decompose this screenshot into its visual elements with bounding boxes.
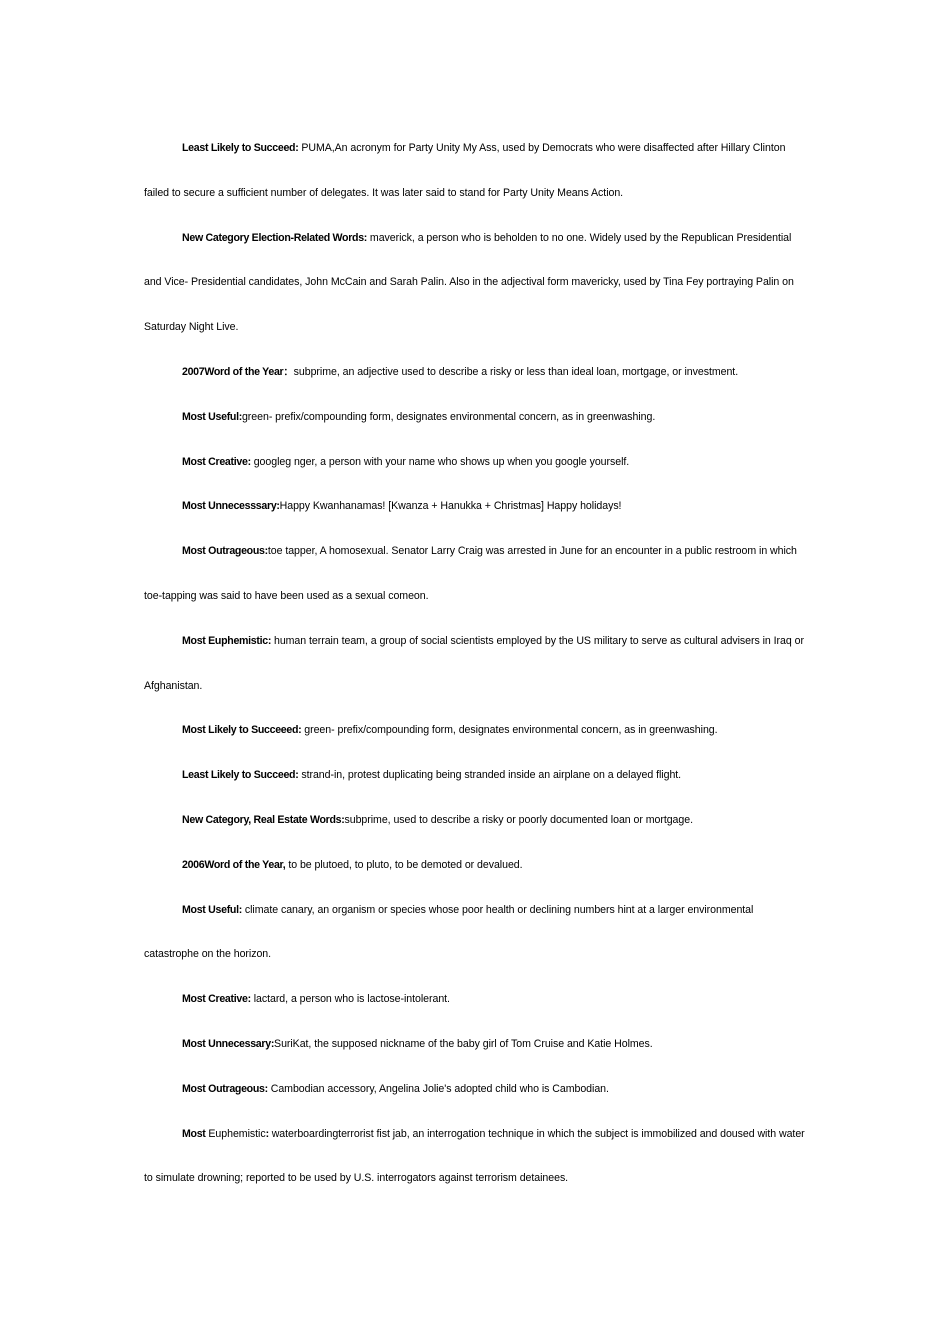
entry-paragraph	[144, 484, 810, 529]
entry-label: 2006Word of the Year,	[182, 858, 286, 871]
entry-label: Most Useful:	[182, 903, 242, 916]
entry-paragraph	[144, 350, 810, 395]
entry-paragraph	[144, 216, 810, 350]
entry-label: Most Creative:	[182, 455, 251, 468]
entry-text: human terrain team, a group of social scientists employed by the US military to serve as cultural advisers in Iraq or Afghanistan.	[144, 634, 804, 692]
entry-text: maverick, a person who is beholden to no one. Widely used by the Republican Presidential and Vice- Presidential candidates, John McCain and Sarah Palin. Also in the adjectival form mavericky, used by Tina Fey portraying Palin on Saturday Night Live.	[144, 231, 794, 334]
entry-text: to be plutoed, to pluto, to be demoted or devalued.	[285, 858, 523, 871]
entry-paragraph	[144, 1067, 810, 1112]
entry-text: climate canary, an organism or species whose poor health or declining numbers hint at a larger environmental catastrophe on the horizon.	[144, 903, 754, 961]
entry-paragraph	[144, 440, 810, 485]
entry-text: Cambodian accessory, Angelina Jolie's adopted child who is Cambodian.	[267, 1082, 609, 1095]
entry-text: lactard, a person who is lactose-intolerant.	[250, 993, 450, 1006]
entry-label-bold: Most	[182, 1127, 206, 1140]
entry-label: Most Likely to Succeeed:	[182, 724, 302, 737]
entry-paragraph	[144, 1022, 810, 1067]
entry-paragraph	[144, 395, 810, 440]
entry-text: googleg nger, a person with your name who shows up when you google yourself.	[250, 455, 630, 468]
entry-label-regular: Euphemistic	[205, 1127, 266, 1140]
entry-paragraph	[144, 619, 810, 709]
entry-text: strand-in, protest duplicating being stranded inside an airplane on a delayed flight.	[298, 769, 682, 782]
entry-label: New Category Election-Related Words:	[182, 231, 368, 244]
entry-paragraph	[144, 798, 810, 843]
entry-paragraph	[144, 529, 810, 619]
entry-label: Most Euphemistic:	[182, 634, 272, 647]
entry-text: subprime, an adjective used to describe a risky or less than ideal loan, mortgage, or investment.	[293, 365, 739, 378]
document-body	[144, 126, 810, 1201]
entry-paragraph	[144, 126, 810, 216]
entry-text: toe tapper, A homosexual. Senator Larry Craig was arrested in June for an encounter in a public restroom in which toe-tapping was said to have been used as a sexual comeon.	[144, 545, 797, 602]
entry-text: PUMA,An acronym for Party Unity My Ass, used by Democrats who were disaffected after Hillary Clinton failed to secure a sufficient number of delegates. It was later said to stand for Party Unity Means Action.	[144, 142, 786, 199]
entry-label: Most Unnecesssary:	[182, 500, 280, 513]
entry-paragraph	[144, 753, 810, 798]
entry-text: waterboardingterrorist fist jab, an interrogation technique in which the subject is immobilized and doused with water to simulate drowning; reported to be used by U.S. interrogators against terrorism detainees.	[144, 1127, 805, 1185]
entry-label-colon: :	[265, 1127, 269, 1140]
entry-label: 2007Word of the Year：	[182, 365, 294, 378]
entry-label: Most Outrageous:	[182, 545, 268, 558]
entry-label: Least Likely to Succeed:	[182, 769, 299, 782]
entry-text: subprime, used to describe a risky or poorly documented loan or mortgage.	[344, 813, 693, 826]
entry-text: green- prefix/compounding form, designates environmental concern, as in greenwashing.	[241, 410, 656, 423]
entry-text: Happy Kwanhanamas! [Kwanza + Hanukka + Christmas] Happy holidays!	[279, 500, 622, 513]
entry-text: SuriKat, the supposed nickname of the baby girl of Tom Cruise and Katie Holmes.	[274, 1037, 653, 1050]
entry-label: Most Useful:	[182, 410, 242, 423]
entry-label: New Category, Real Estate Words:	[182, 813, 345, 826]
entry-label: Most Creative:	[182, 993, 251, 1006]
entry-label: Most Unnecessary:	[182, 1037, 275, 1050]
entry-label: Most Outrageous:	[182, 1082, 268, 1095]
entry-paragraph	[144, 1112, 810, 1202]
entry-paragraph	[144, 888, 810, 978]
entry-paragraph	[144, 977, 810, 1022]
entry-paragraph	[144, 843, 810, 888]
entry-paragraph	[144, 708, 810, 753]
entry-text: green- prefix/compounding form, designates environmental concern, as in greenwashing.	[301, 724, 718, 737]
entry-label: Least Likely to Succeed:	[182, 142, 299, 154]
